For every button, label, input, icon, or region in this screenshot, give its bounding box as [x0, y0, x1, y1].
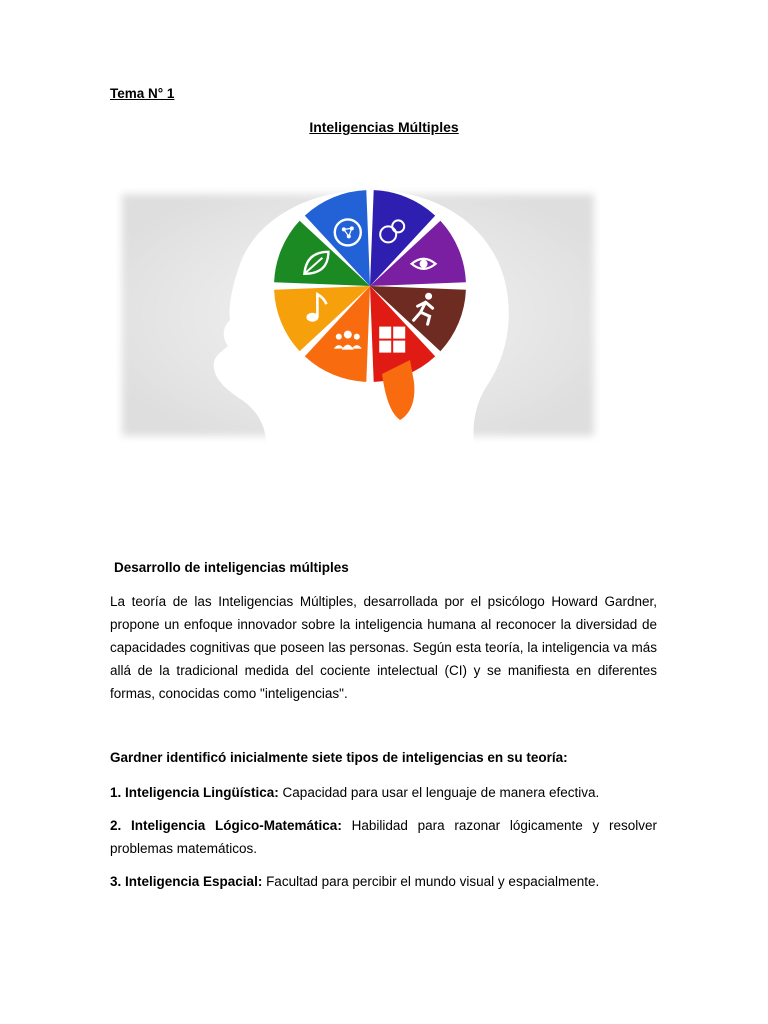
list-item — [110, 781, 657, 804]
list-item-desc: Capacidad para usar el lenguaje de manera efectiva. — [278, 785, 600, 800]
multiple-intelligences-illustration — [116, 186, 600, 444]
types-heading: Gardner identificó inicialmente siete tipos de inteligencias en su teoría: — [110, 750, 568, 765]
intro-paragraph: La teoría de las Inteligencias Múltiples, desarrollada por el psicólogo Howard Gardner, propone un enfoque innovador sobre la inteligencia humana al reconocer la diversidad de capacidades cognitivas que poseen las personas. Según esta teoría, la inteligencia va más allá de la tradicional medida del cociente intelectual (CI) y se manifiesta en diferentes formas, conocidas como "inteligencias". — [110, 594, 657, 701]
topic-label: Tema N° 1 — [110, 86, 175, 101]
document-title: Inteligencias Múltiples — [309, 119, 459, 135]
list-item — [110, 870, 657, 893]
section-heading: Desarrollo de inteligencias múltiples — [114, 560, 349, 575]
list-item-desc: Habilidad para razonar lógicamente y resolver problemas matemáticos. — [110, 818, 657, 856]
list-item-term: 1. Inteligencia Lingüística: — [110, 785, 279, 800]
list-item — [110, 814, 657, 860]
list-item-term: 3. Inteligencia Espacial: — [110, 874, 263, 889]
list-item-term: 2. Inteligencia Lógico-Matemática: — [110, 818, 342, 833]
list-item-desc: Facultad para percibir el mundo visual y espacialmente. — [262, 874, 600, 889]
